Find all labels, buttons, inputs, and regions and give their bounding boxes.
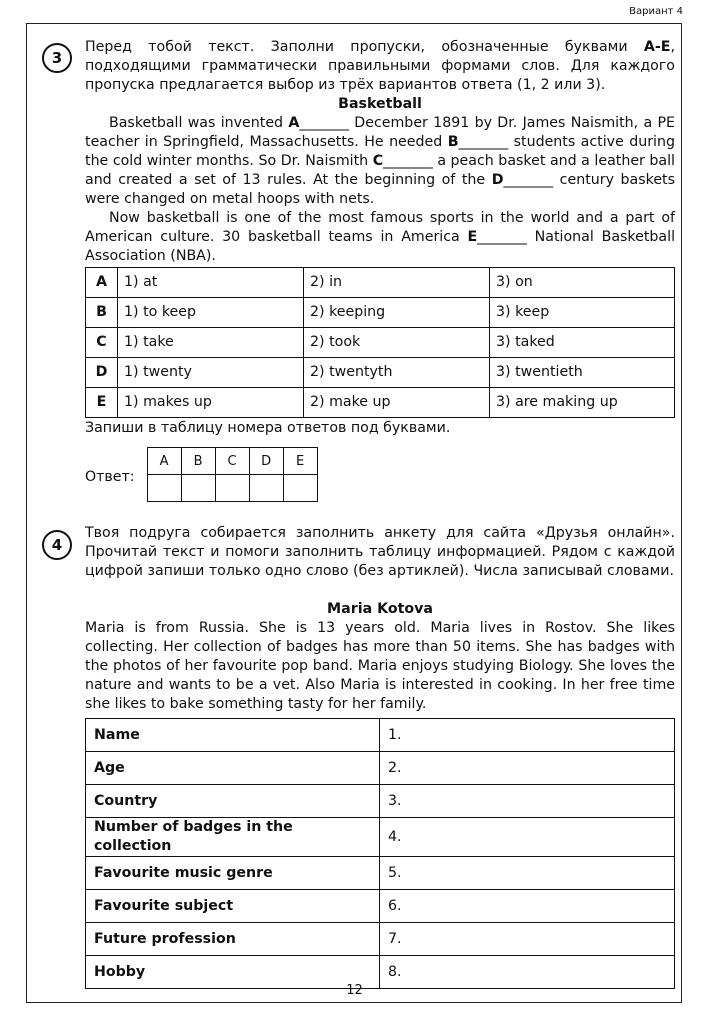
answer-cell[interactable] (249, 475, 283, 502)
info-answer-cell[interactable]: 8. (380, 956, 675, 989)
option-letter: E (86, 388, 118, 418)
option-row (86, 358, 675, 388)
option-choice: 1) at (118, 268, 304, 298)
answer-table (147, 447, 318, 502)
text-segment: Basketball was invented (109, 115, 289, 131)
task-4-instruction: Твоя подруга собирается заполнить анкету для сайта «Друзья онлайн». Прочитай текст и помоги заполнить таблицу информацией. Рядом с каждой цифрой запиши только одно слово (без артиклей). Числа записывай словами. (85, 525, 675, 579)
info-answer-cell[interactable]: 3. (380, 785, 675, 818)
text-segment: National Basketball Association (NBA). (85, 229, 676, 264)
info-answer-cell[interactable]: 5. (380, 857, 675, 890)
text-segment: century baskets were changed on metal hoops with nets. (85, 172, 676, 207)
option-row (86, 328, 675, 358)
gap-letter: D (491, 172, 504, 188)
info-answer-cell[interactable]: 4. (380, 818, 675, 857)
task-4-number: 4 (42, 530, 72, 560)
options-table (85, 267, 675, 418)
text-title: Basketball (338, 96, 422, 112)
option-choice: 1) twenty (118, 358, 304, 388)
info-field: Future profession (86, 923, 380, 956)
variant-label: Вариант 4 (629, 6, 683, 17)
info-row (86, 785, 675, 818)
answer-letter: A (147, 448, 181, 475)
task-3-instruction: Перед тобой текст. Заполни пропуски, обозначенные буквами А-Е, подходящими грамматически правильными формами слов. Для каждого пропуска предлагается выбор из трёх вариантов ответа (1, 2 или 3). (85, 39, 675, 93)
option-choice: 3) on (490, 268, 675, 298)
info-row (86, 923, 675, 956)
profile-text: Maria is from Russia. She is 13 years old. Maria lives in Rostov. She likes collecting. Her collection of badges has more than 50 items. She has badges with the photos of her favourite pop band. Maria enjoys studying Biology. She loves the nature and wants to be a vet. Also Maria is interested in cooking. In her free time she likes to bake something tasty for her family. (85, 620, 675, 712)
option-row (86, 388, 675, 418)
task-3 (85, 38, 675, 502)
profile-title: Maria Kotova (327, 601, 433, 617)
info-field: Country (86, 785, 380, 818)
info-field: Name (86, 719, 380, 752)
text-segment: Now basketball is one of the most famous sports in the world and a part of American culture. 30 basketball teams in America (85, 210, 675, 245)
info-row (86, 719, 675, 752)
gap-letter: A (288, 115, 300, 131)
info-row (86, 857, 675, 890)
option-choice: 2) make up (304, 388, 490, 418)
text-paragraph-2 (85, 209, 675, 266)
text-segment: students active during the cold winter months. So Dr. Naismith (85, 134, 675, 169)
info-field: Favourite subject (86, 890, 380, 923)
answer-letter: B (181, 448, 215, 475)
option-choice: 3) taked (490, 328, 675, 358)
info-row (86, 818, 675, 857)
answer-letter: E (283, 448, 317, 475)
info-table (85, 718, 675, 989)
info-field: Favourite music genre (86, 857, 380, 890)
option-choice: 1) makes up (118, 388, 304, 418)
option-choice: 2) in (304, 268, 490, 298)
answer-label: Ответ: (85, 469, 135, 485)
answer-area (85, 447, 675, 502)
gap-letter: E (467, 229, 478, 245)
option-letter: A (86, 268, 118, 298)
task-4 (85, 524, 675, 989)
option-choice: 3) keep (490, 298, 675, 328)
option-choice: 2) keeping (304, 298, 490, 328)
option-choice: 2) took (304, 328, 490, 358)
info-row (86, 752, 675, 785)
answer-cell[interactable] (283, 475, 317, 502)
answer-cell[interactable] (147, 475, 181, 502)
gap-blank: _______ (383, 153, 433, 169)
info-answer-cell[interactable]: 7. (380, 923, 675, 956)
gap-letter: B (447, 134, 459, 150)
option-letter: B (86, 298, 118, 328)
page-number: 12 (346, 983, 363, 998)
info-field: Hobby (86, 956, 380, 989)
text-segment: December 1891 by Dr. James Naismith, a PE teacher in Springfield, Massachusetts. He needed (85, 115, 675, 150)
option-choice: 3) are making up (490, 388, 675, 418)
option-choice: 1) to keep (118, 298, 304, 328)
gap-blank: _______ (477, 229, 527, 245)
text-segment: a peach basket and a leather ball and created a set of 13 rules. At the beginning of the (85, 153, 676, 188)
answer-cell[interactable] (215, 475, 249, 502)
gap-letter: C (372, 153, 384, 169)
answer-letter: D (249, 448, 283, 475)
info-field: Number of badges in the collection (86, 818, 380, 857)
gap-blank: _______ (503, 172, 554, 188)
info-field: Age (86, 752, 380, 785)
option-row (86, 268, 675, 298)
option-row (86, 298, 675, 328)
info-row (86, 890, 675, 923)
gap-blank: _______ (299, 115, 349, 131)
option-choice: 2) twentyth (304, 358, 490, 388)
option-letter: C (86, 328, 118, 358)
option-choice: 1) take (118, 328, 304, 358)
answer-letter: C (215, 448, 249, 475)
info-answer-cell[interactable]: 6. (380, 890, 675, 923)
gap-blank: _______ (458, 134, 509, 150)
answer-cell[interactable] (181, 475, 215, 502)
info-answer-cell[interactable]: 1. (380, 719, 675, 752)
task-3-number: 3 (42, 43, 72, 73)
option-letter: D (86, 358, 118, 388)
option-choice: 3) twentieth (490, 358, 675, 388)
info-answer-cell[interactable]: 2. (380, 752, 675, 785)
answer-instruction: Запиши в таблицу номера ответов под буквами. (85, 420, 451, 436)
text-paragraph-1 (85, 114, 675, 209)
